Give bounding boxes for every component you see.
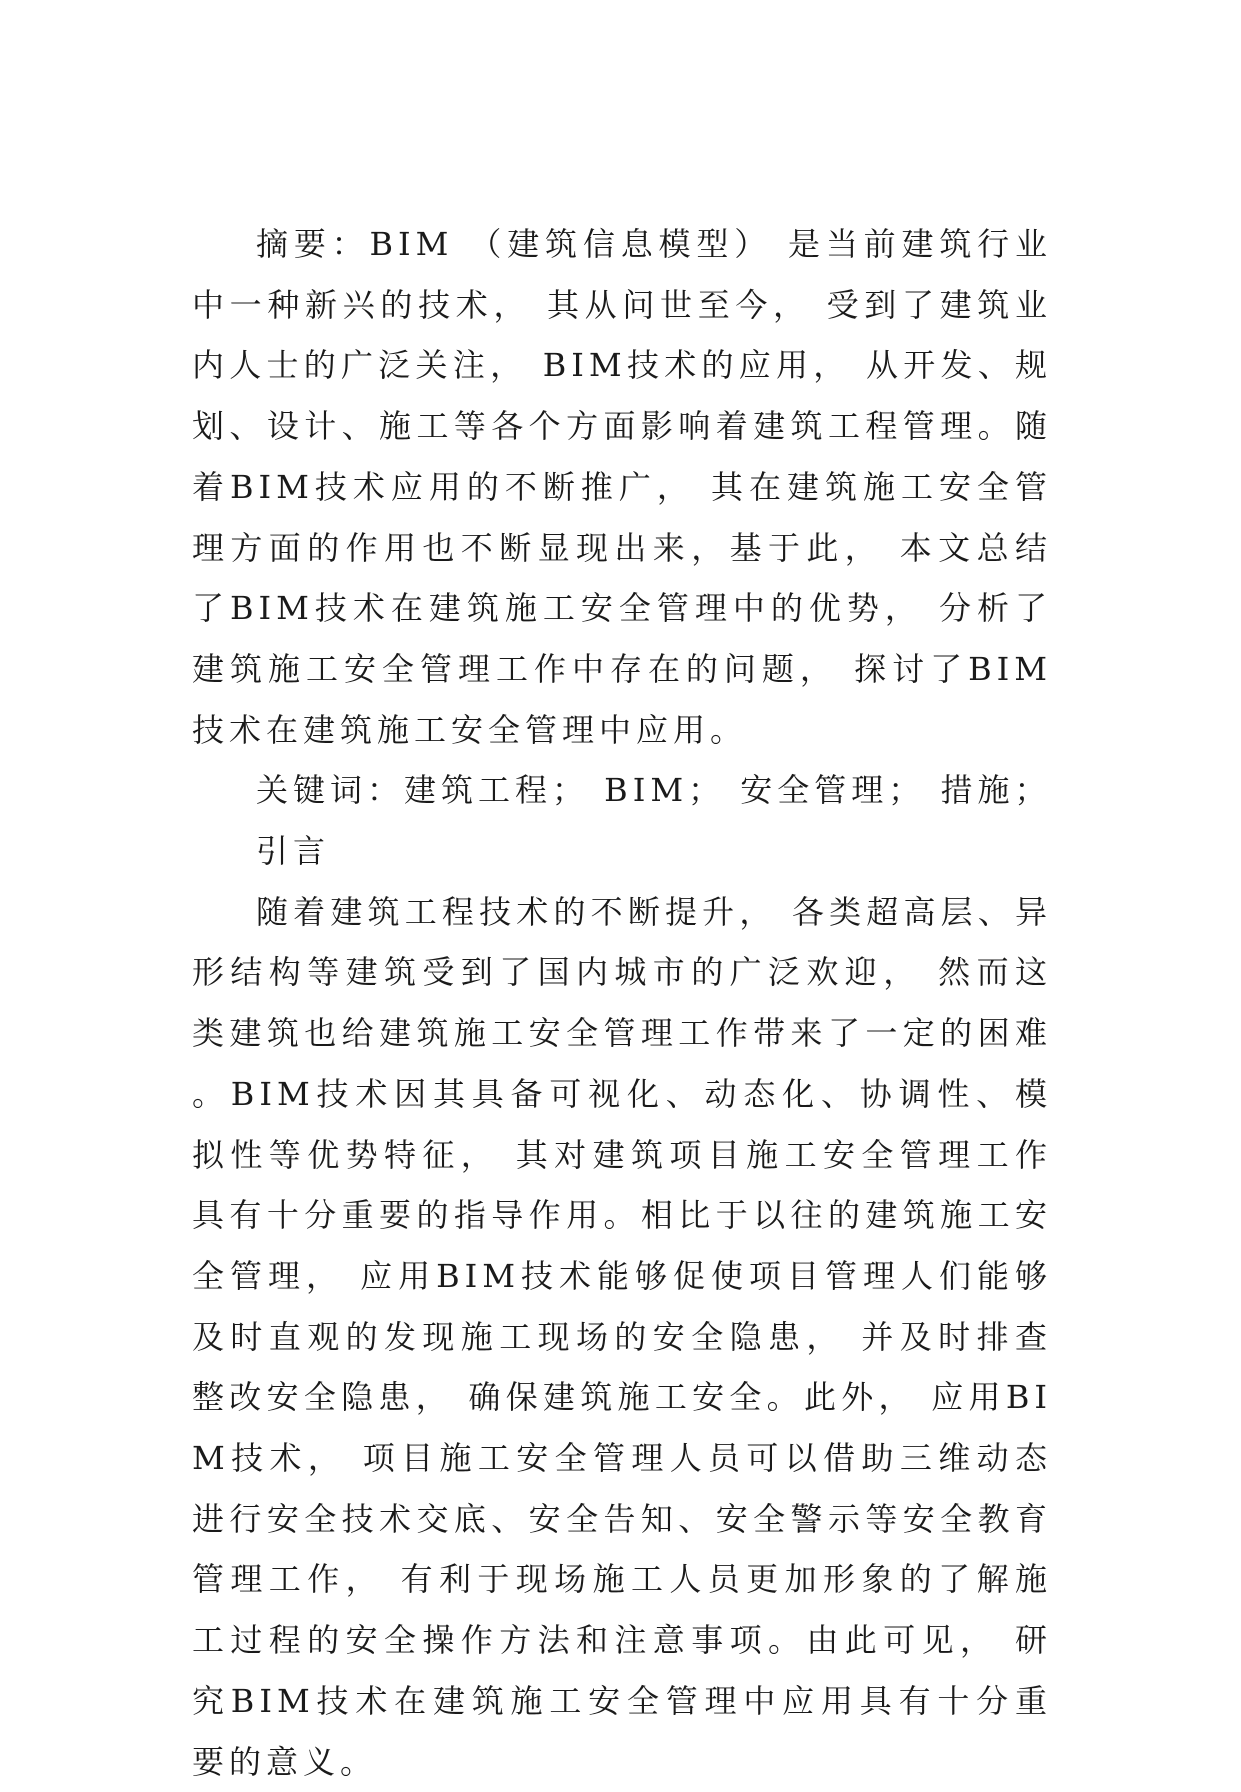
document-body <box>192 214 1052 1792</box>
intro-paragraph: 随着建筑工程技术的不断提升， 各类超高层、异形结构等建筑受到了国内城市的广泛欢迎， 然而这类建筑也给建筑施工安全管理工作带来了一定的困难。BIM技术因其具备可视化、动态化、协调性、模拟性等优势特征， 其对建筑项目施工安全管理工作具有十分重要的指导作用。相比于以往的建筑施工安全管理， 应用BIM技术能够促使项目管理人们能够及时直观的发现施工现场的安全隐患， 并及时排查整改安全隐患， 确保建筑施工安全。此外， 应用BIM技术， 项目施工安全管理人员可以借助三维动态进行安全技术交底、安全告知、安全警示等安全教育管理工作， 有利于现场施工人员更加形象的了解施工过程的安全操作方法和注意事项。由此可见， 研究BIM技术在建筑施工安全管理中应用具有十分重要的意义。 <box>192 892 1052 1781</box>
keywords-paragraph: 关键词：建筑工程； BIM； 安全管理； 措施； <box>256 771 1052 810</box>
abstract-paragraph: 摘要：BIM （建筑信息模型） 是当前建筑行业中一种新兴的技术， 其从问世至今， 受到了建筑业内人士的广泛关注， BIM技术的应用， 从开发、规划、设计、施工等各个方面影响着建筑工程管理。随着BIM技术应用的不断推广， 其在建筑施工安全管理方面的作用也不断显现出来，基于此， 本文总结了BIM技术在建筑施工安全管理中的优势， 分析了建筑施工安全管理工作中存在的问题， 探讨了BIM技术在建筑施工安全管理中应用。 <box>192 225 1052 749</box>
intro-heading: 引言 <box>256 832 331 871</box>
